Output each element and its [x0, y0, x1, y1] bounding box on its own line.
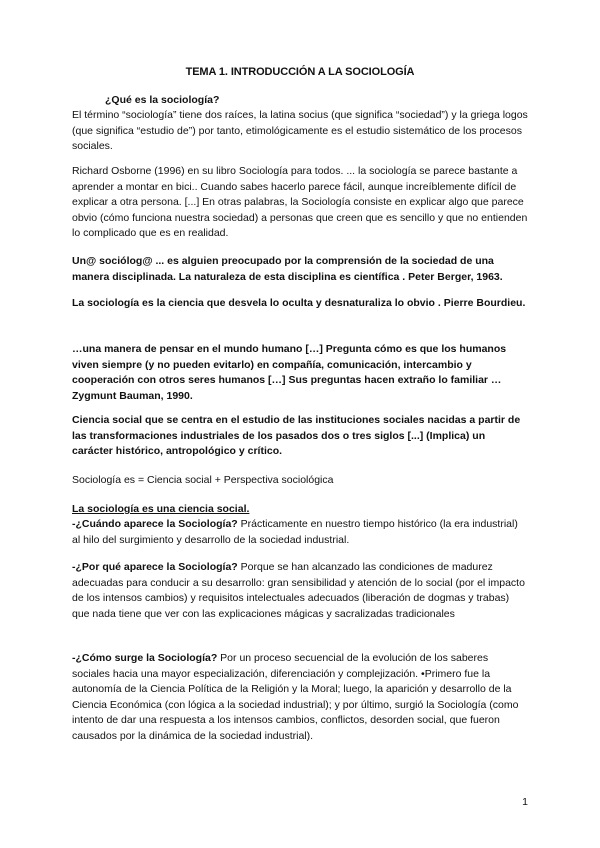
how-question: -¿Cómo surge la Sociología?: [72, 652, 218, 664]
formula-line: Sociología es = Ciencia social + Perspectiva sociológica: [72, 474, 334, 486]
section-heading: La sociología es una ciencia social.: [72, 503, 250, 515]
section-how: [72, 651, 528, 745]
when-question: -¿Cuándo aparece la Sociología?: [72, 518, 238, 530]
when-text: Prácticamente en nuestro tiempo histórico (la era industrial) al hilo del surgimiento y desarrollo de la sociedad industrial.: [72, 518, 518, 546]
quote-bauman: …una manera de pensar en el mundo humano […] Pregunta cómo es que los humanos viven siempre (y no pueden evitarlo) en compañía, comunicación, intercambio y cooperación con otros seres humanos […] Sus preguntas hacen extraño lo familiar … Zygmunt Bauman, 1990.: [72, 343, 507, 402]
quote-definition: Ciencia social que se centra en el estudio de las instituciones sociales nacidas a partir de las transformaciones industriales de los pasados dos o tres siglos [...] (Implica) un carácter histórico, antropológico y crítico.: [72, 414, 521, 458]
section-why: [72, 560, 528, 622]
how-text: Por un proceso secuencial de la evolución de los saberes sociales hacia una mayor especialización, diferenciación y complejización. •Primero fue la autonomía de la Ciencia Política de la Religión y la Moral; luego, la aparición y desarrollo de la Ciencia Económica (con lógica a la sociedad industrial); y por último, surgió la Sociología (como intento de dar una respuesta a los intensos cambios, conflictos, desorden social, que fueron causados por la dinámica de la sociedad industrial).: [72, 652, 519, 742]
quote-bourdieu: La sociología es la ciencia que desvela lo oculta y desnaturaliza lo obvio . Pierre Bourdieu.: [72, 297, 526, 309]
question-heading: ¿Qué es la sociología?: [105, 94, 220, 106]
section-when: [72, 517, 528, 548]
page-title: TEMA 1. INTRODUCCIÓN A LA SOCIOLOGÍA: [185, 66, 415, 78]
paragraph-etymology: El término “sociología” tiene dos raíces, la latina socius (que significa “sociedad”) y la griega logos (que significa “estudio de”) por tanto, etimológicamente es el estudio sistemático de los procesos sociales.: [72, 109, 528, 153]
why-question: -¿Por qué aparece la Sociología?: [72, 561, 238, 573]
why-text: Porque se han alcanzado las condiciones de madurez adecuadas para conducir a su desarrollo: gran sensibilidad y atención de lo social (por el impacto de los intensos cambios) y requisitos intelectuales adecuados (liberación de dogmas y trabas) que nada tiene que ver con las explicaciones mágicas y sacralizadas tradicionales: [72, 561, 525, 620]
quote-berger: Un@ sociólog@ ... es alguien preocupado por la comprensión de la sociedad de una manera disciplinada. La naturaleza de esta disciplina es científica . Peter Berger, 1963.: [72, 255, 503, 283]
paragraph-osborne: Richard Osborne (1996) en su libro Sociología para todos. ... la sociología se parece bastante a aprender a montar en bici.. Cuando sabes hacerlo parece fácil, aunque increíblemente difícil de explicar a otra persona. [...] En otras palabras, la Sociología consiste en explicar algo que parece obvio (cómo funciona nuestra sociedad) a personas que creen que es sencillo y que no entienden lo complicado que es en realidad.: [72, 165, 528, 240]
page-number: 1: [522, 796, 528, 808]
